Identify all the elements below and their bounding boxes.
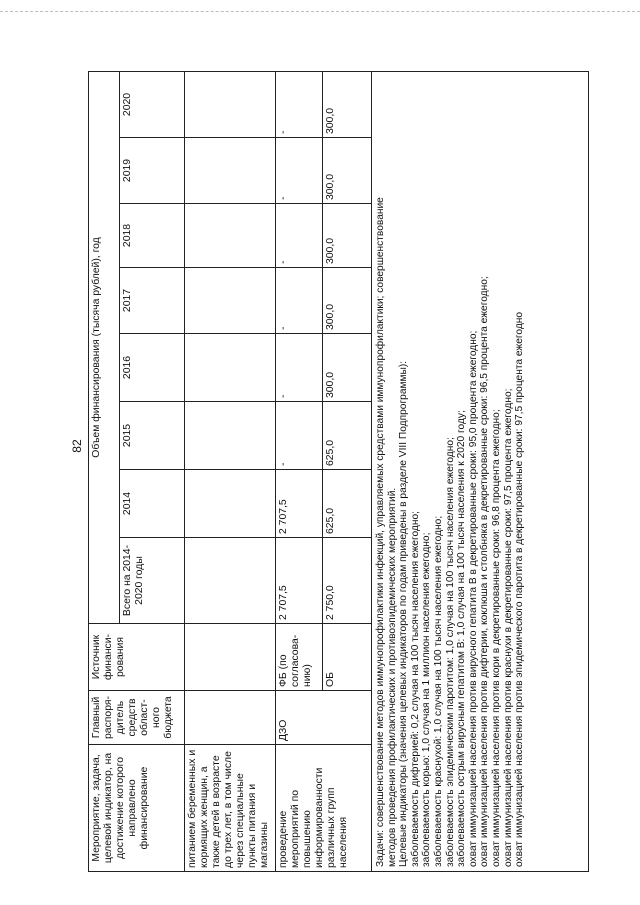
row-value: 300,0 [323,204,372,268]
financing-table [88,71,589,872]
header-year: 2015 [120,402,185,470]
tasks-line: заболеваемость эпидемическим паротитом: 1,0 случая на 100 тысяч населения ежегодно; [444,437,456,867]
tasks-line: Целевые индикаторы (значения целевых индикаторов по годам приведены в разделе VIII Подпрограммы): [398,360,410,867]
row-value: 300,0 [323,138,372,204]
rotated-table-wrapper [88,72,608,872]
row-manager: ДЗО [276,691,372,745]
row-value: - [276,402,323,470]
tasks-line: заболеваемость корью: 1,0 случая на 1 миллион населения ежегодно; [421,532,433,867]
page-number: 82 [70,439,84,453]
tasks-line: методов проведения профилактических и противоэпидемических мероприятий. [386,487,398,867]
row-value: 2 750,0 [323,538,372,624]
scan-artifact-line [0,11,640,12]
table-row [185,72,276,872]
row-value [185,402,276,470]
tasks-line: охват иммунизацией населения против кори в декретированные сроки: 96,8 процента ежегодно; [490,409,502,867]
row-value [185,470,276,538]
row-value: 2 707,5 [276,538,323,624]
row-value [185,268,276,334]
row-event: проведение мероприятий по повышению информированности различных групп населения [276,745,372,872]
row-value: - [276,268,323,334]
row-value: - [276,204,323,268]
header-year-total: Всего на 2014-2020 годы [120,538,185,624]
tasks-line: охват иммунизацией населения против вирусного гепатита В в декретированные сроки: 95,0 процента ежегодно; [467,330,479,867]
tasks-cell [372,72,589,872]
header-year: 2017 [120,268,185,334]
row-value: - [276,138,323,204]
row-manager [185,691,276,745]
header-year: 2014 [120,470,185,538]
row-value: 300,0 [323,72,372,138]
header-year: 2020 [120,72,185,138]
header-year: 2016 [120,334,185,402]
row-value [185,72,276,138]
row-value: - [276,334,323,402]
tasks-line: заболеваемость острым вирусным гепатитом В: 1,0 случая на 100 тысяч населения к 2020 году; [456,410,468,867]
tasks-line: заболеваемость дифтерией: 0,2 случая на 100 тысяч населения ежегодно; [409,511,421,867]
header-row [89,72,120,872]
row-value [185,138,276,204]
header-source: Источник финанси-рования [89,624,185,691]
row-value: 625,0 [323,470,372,538]
row-value: 300,0 [323,268,372,334]
row-value: 625,0 [323,402,372,470]
row-source: ОБ [323,624,372,691]
row-value [185,334,276,402]
row-value: - [276,72,323,138]
row-value: 300,0 [323,334,372,402]
tasks-line: заболеваемость краснухой: 1,0 случая на 100 тысяч населения ежегодно; [432,515,444,867]
row-source [185,624,276,691]
row-value [185,204,276,268]
table-row [276,72,323,872]
row-source: ФБ (по согласова-нию) [276,624,323,691]
tasks-line: охват иммунизацией населения против эпидемического паротита в декретированные сроки: 97,5 процента ежегодно [514,311,526,867]
header-manager: Главный распоря-дитель средств област-ного бюджета [89,691,185,745]
header-year: 2019 [120,138,185,204]
header-event: Мероприятие, задача, целевой индикатор, на достижение которого направлено финансирование [89,745,185,872]
row-event: питанием беременных и кормящих женщин, а также детей в возрасте до трех лет, в том числе через специальные пункты питания и магазины [185,745,276,872]
tasks-line: охват иммунизацией населения против дифтерии, коклюша и столбняка в декретированные сроки: 96,5 процента ежегодно; [479,276,491,867]
header-volume: Объем финансирования (тысяча рублей), год [89,72,120,624]
tasks-line: охват иммунизацией населения против краснухи в декретированные сроки: 97,5 процента ежегодно; [502,388,514,867]
row-value [185,538,276,624]
header-year: 2018 [120,204,185,268]
tasks-line: Задачи: совершенствование методов иммунопрофилактики инфекций, управляемых средствами иммунопрофилактики; совершенствование [375,197,386,867]
row-value: 2 707,5 [276,470,323,538]
tasks-row [372,72,589,872]
